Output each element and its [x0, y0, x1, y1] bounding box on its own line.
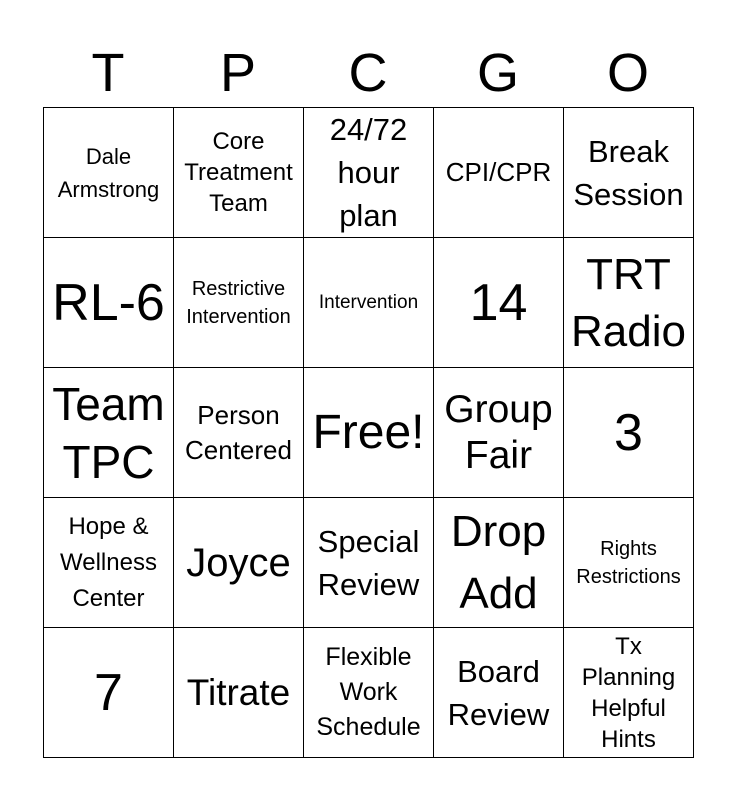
- cell-text: 7: [94, 663, 123, 722]
- header-letter: T: [91, 43, 125, 103]
- cell-text: 24/72 hour plan: [329, 112, 408, 233]
- bingo-cell[interactable]: [304, 368, 434, 498]
- cell-text: TRT Radio: [571, 249, 686, 356]
- cell-text: Rights Restrictions: [576, 537, 681, 588]
- cell-text: RL-6: [52, 273, 165, 332]
- header-letter: P: [219, 43, 257, 103]
- cell-text: Intervention: [318, 291, 419, 313]
- bingo-cell[interactable]: [174, 238, 304, 368]
- cell-text: Drop Add: [450, 506, 547, 618]
- cell-text: Break Session: [573, 133, 684, 212]
- cell-text: Tx Planning Helpful Hints: [581, 632, 676, 753]
- bingo-cell[interactable]: [304, 628, 434, 758]
- bingo-cell[interactable]: [434, 498, 564, 628]
- cell-text: Special Review: [317, 523, 420, 602]
- cell-text: Person Centered: [185, 399, 292, 465]
- bingo-cell[interactable]: [174, 498, 304, 628]
- bingo-cell[interactable]: [304, 498, 434, 628]
- bingo-cell[interactable]: [434, 238, 564, 368]
- cell-text: Restrictive Intervention: [186, 277, 291, 328]
- cell-text: Flexible Work Schedule: [316, 643, 421, 741]
- bingo-cell[interactable]: [434, 628, 564, 758]
- bingo-board: [43, 107, 694, 758]
- bingo-cell[interactable]: [44, 368, 174, 498]
- cell-text: Hope & Wellness Center: [60, 512, 157, 612]
- cell-text: Free!: [312, 405, 425, 459]
- bingo-cell[interactable]: [174, 108, 304, 238]
- header-letter: C: [348, 43, 388, 103]
- bingo-cell[interactable]: [44, 628, 174, 758]
- bingo-cell[interactable]: [304, 238, 434, 368]
- bingo-cell[interactable]: [564, 628, 694, 758]
- bingo-cell[interactable]: [564, 368, 694, 498]
- cell-text: Board Review: [447, 653, 550, 732]
- bingo-cell[interactable]: [44, 238, 174, 368]
- cell-text: 3: [614, 403, 643, 462]
- header-letter: G: [476, 43, 519, 103]
- header-letter: O: [606, 43, 649, 103]
- cell-text: Joyce: [186, 540, 291, 585]
- bingo-cell[interactable]: [564, 108, 694, 238]
- bingo-header: [43, 38, 693, 108]
- bingo-cell[interactable]: [44, 498, 174, 628]
- bingo-cell[interactable]: [174, 368, 304, 498]
- bingo-cell[interactable]: [434, 368, 564, 498]
- cell-text: Group Fair: [444, 387, 553, 477]
- cell-text: Team TPC: [52, 377, 165, 488]
- bingo-cell[interactable]: [174, 628, 304, 758]
- bingo-cell[interactable]: [44, 108, 174, 238]
- cell-text: Dale Armstrong: [57, 143, 160, 202]
- bingo-cell[interactable]: [564, 498, 694, 628]
- bingo-cell[interactable]: [564, 238, 694, 368]
- bingo-cell[interactable]: [304, 108, 434, 238]
- cell-text: Core Treatment Team: [184, 128, 293, 217]
- cell-text: 14: [469, 273, 528, 332]
- bingo-cell[interactable]: [434, 108, 564, 238]
- cell-text: CPI/CPR: [445, 157, 552, 187]
- cell-text: Titrate: [186, 671, 291, 713]
